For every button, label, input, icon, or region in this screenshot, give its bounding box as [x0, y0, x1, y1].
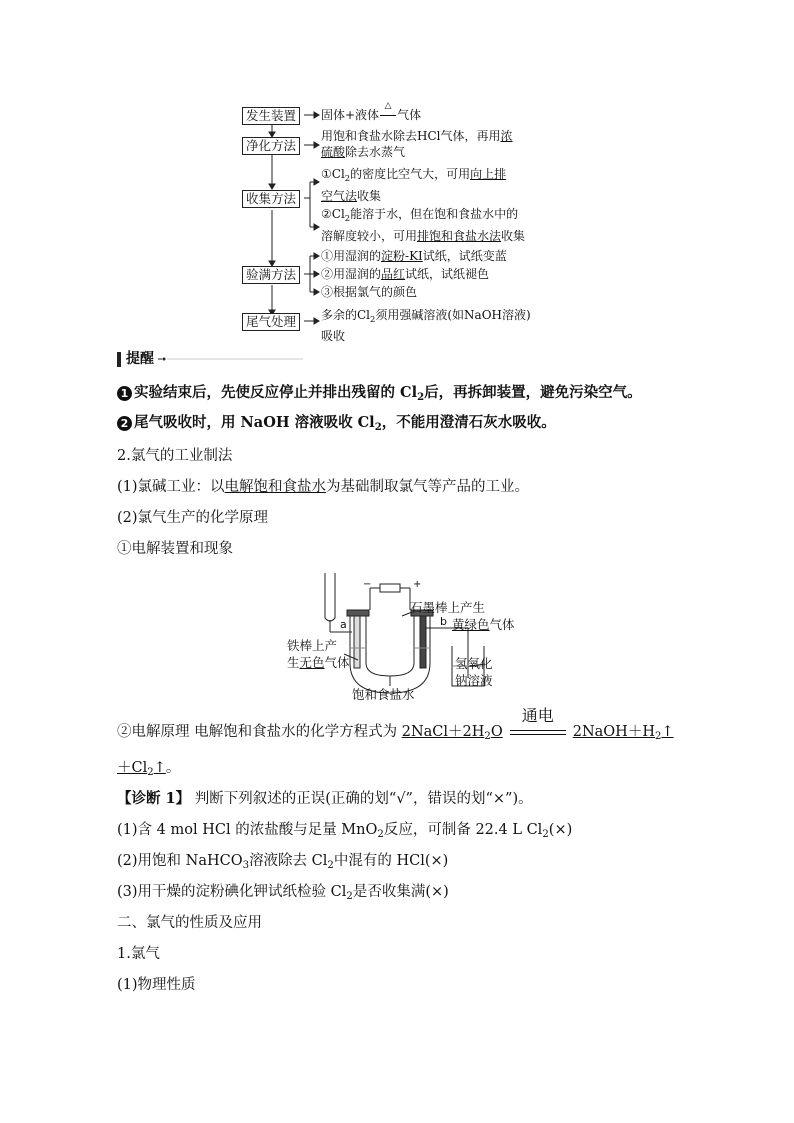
label-a: a	[340, 618, 347, 631]
flow-tail-text: 多余的$Cl_2$须用强碱溶液(如NaOH溶液) 吸收	[321, 308, 531, 343]
battery	[380, 584, 400, 592]
label-graphite-1: 石墨棒上产生	[410, 600, 486, 615]
battery-minus: −	[363, 579, 372, 590]
flow-purify-text: 用饱和食盐水除去HCl气体，再用浓 硫酸除去水蒸气	[321, 129, 513, 159]
subheading-physical: (1)物理性质	[117, 977, 196, 993]
diagnosis-1-q1: (1)含 4 mol HCl 的浓盐酸与足量 MnO$_2$反应，可制备 22.4 L $Cl_2(\times)$	[117, 822, 573, 840]
label-naoh-2: 钠溶液	[455, 673, 493, 688]
flow-step-check-full: 验满方法	[242, 266, 300, 284]
tip-rule	[158, 356, 308, 362]
collection-tube	[325, 573, 335, 621]
tip-marker	[117, 352, 121, 367]
flow-step-collection: 收集方法	[242, 190, 300, 208]
subheading-chlorine: 1.氯气	[117, 946, 160, 962]
para-apparatus: ①电解装置和现象	[117, 541, 233, 557]
section-heading-properties: 二、氯气的性质及应用	[117, 915, 262, 931]
diagnosis-tag: 【诊断 1】	[117, 790, 191, 807]
tip-item-1: 1 实验结束后，先使反应停止并排出残留的 $Cl_2$后，再拆卸装置，避免污染空气。	[117, 383, 642, 407]
heat-symbol: △	[384, 101, 392, 111]
flow-collect-text: $①Cl_2$的密度比空气大，可用向上排 空气法收集 $②Cl_2$能溶于水，但在饱和食盐水中的 溶解度较小，可用排饱和食盐水法收集	[321, 167, 526, 243]
label-brine: 饱和食盐水	[352, 687, 415, 702]
diagnosis-1-header: 【诊断 1】 判断下列叙述的正误(正确的划“√”，错误的划“×”)。	[117, 790, 533, 807]
label-iron-2: 生无色气体	[287, 655, 350, 670]
tip-title: 提醒	[126, 351, 154, 367]
flow-step-generation: 发生装置	[242, 107, 300, 125]
battery-plus: +	[413, 579, 422, 590]
flow-step-purification: 净化方法	[242, 137, 300, 155]
label-iron-1: 铁棒上产	[287, 638, 338, 653]
flow-step-tail-gas: 尾气处理	[242, 313, 300, 331]
flow-check-text: ①用湿润的淀粉-KI试纸，试纸变蓝 ②用湿润的品红试纸，试纸褪色 ③根据氯气的颜色	[321, 249, 507, 299]
diagnosis-1-q2: (2)用饱和 NaHCO$_3$溶液除去 $Cl_2$中混有的 HCl(×)	[117, 853, 449, 871]
eq-products: $2NaOH+H_2↑$	[572, 724, 674, 742]
electrolysis-equation-cont: $+Cl_2↑$。	[117, 760, 181, 778]
para-principle: (2)氯气生产的化学原理	[117, 510, 269, 526]
label-graphite-2: 黄绿色气体	[452, 617, 515, 632]
iron-rod	[354, 616, 360, 668]
graphite-rod	[420, 616, 426, 668]
flow-gen-text: 固体+液体 △ 气体	[321, 107, 421, 123]
section-heading-industrial: 2.氯气的工业制法	[117, 448, 233, 464]
label-b: b	[440, 615, 447, 628]
electrolysis-equation: ②电解原理 电解饱和食盐水的化学方程式为 $2NaCl+2H_2O$ 通电 $2NaOH+H_2↑$	[117, 706, 674, 742]
eq-reactants: $2NaCl+2H_2O$	[401, 724, 503, 742]
tip-item-2: 2 尾气吸收时，用 NaOH 溶液吸收 $Cl_2$，不能用澄清石灰水吸收。	[117, 413, 556, 437]
label-naoh-1: 氢氧化	[455, 656, 493, 671]
eq-condition: 通电	[507, 722, 569, 742]
diagnosis-1-q3: (3)用干燥的淀粉碘化钾试纸检验 $Cl_2$是否收集满(×)	[117, 884, 449, 902]
para-chlor-alkali: (1)氯碱工业：以电解饱和食盐水为基础制取氯气等产品的工业。	[117, 479, 530, 495]
